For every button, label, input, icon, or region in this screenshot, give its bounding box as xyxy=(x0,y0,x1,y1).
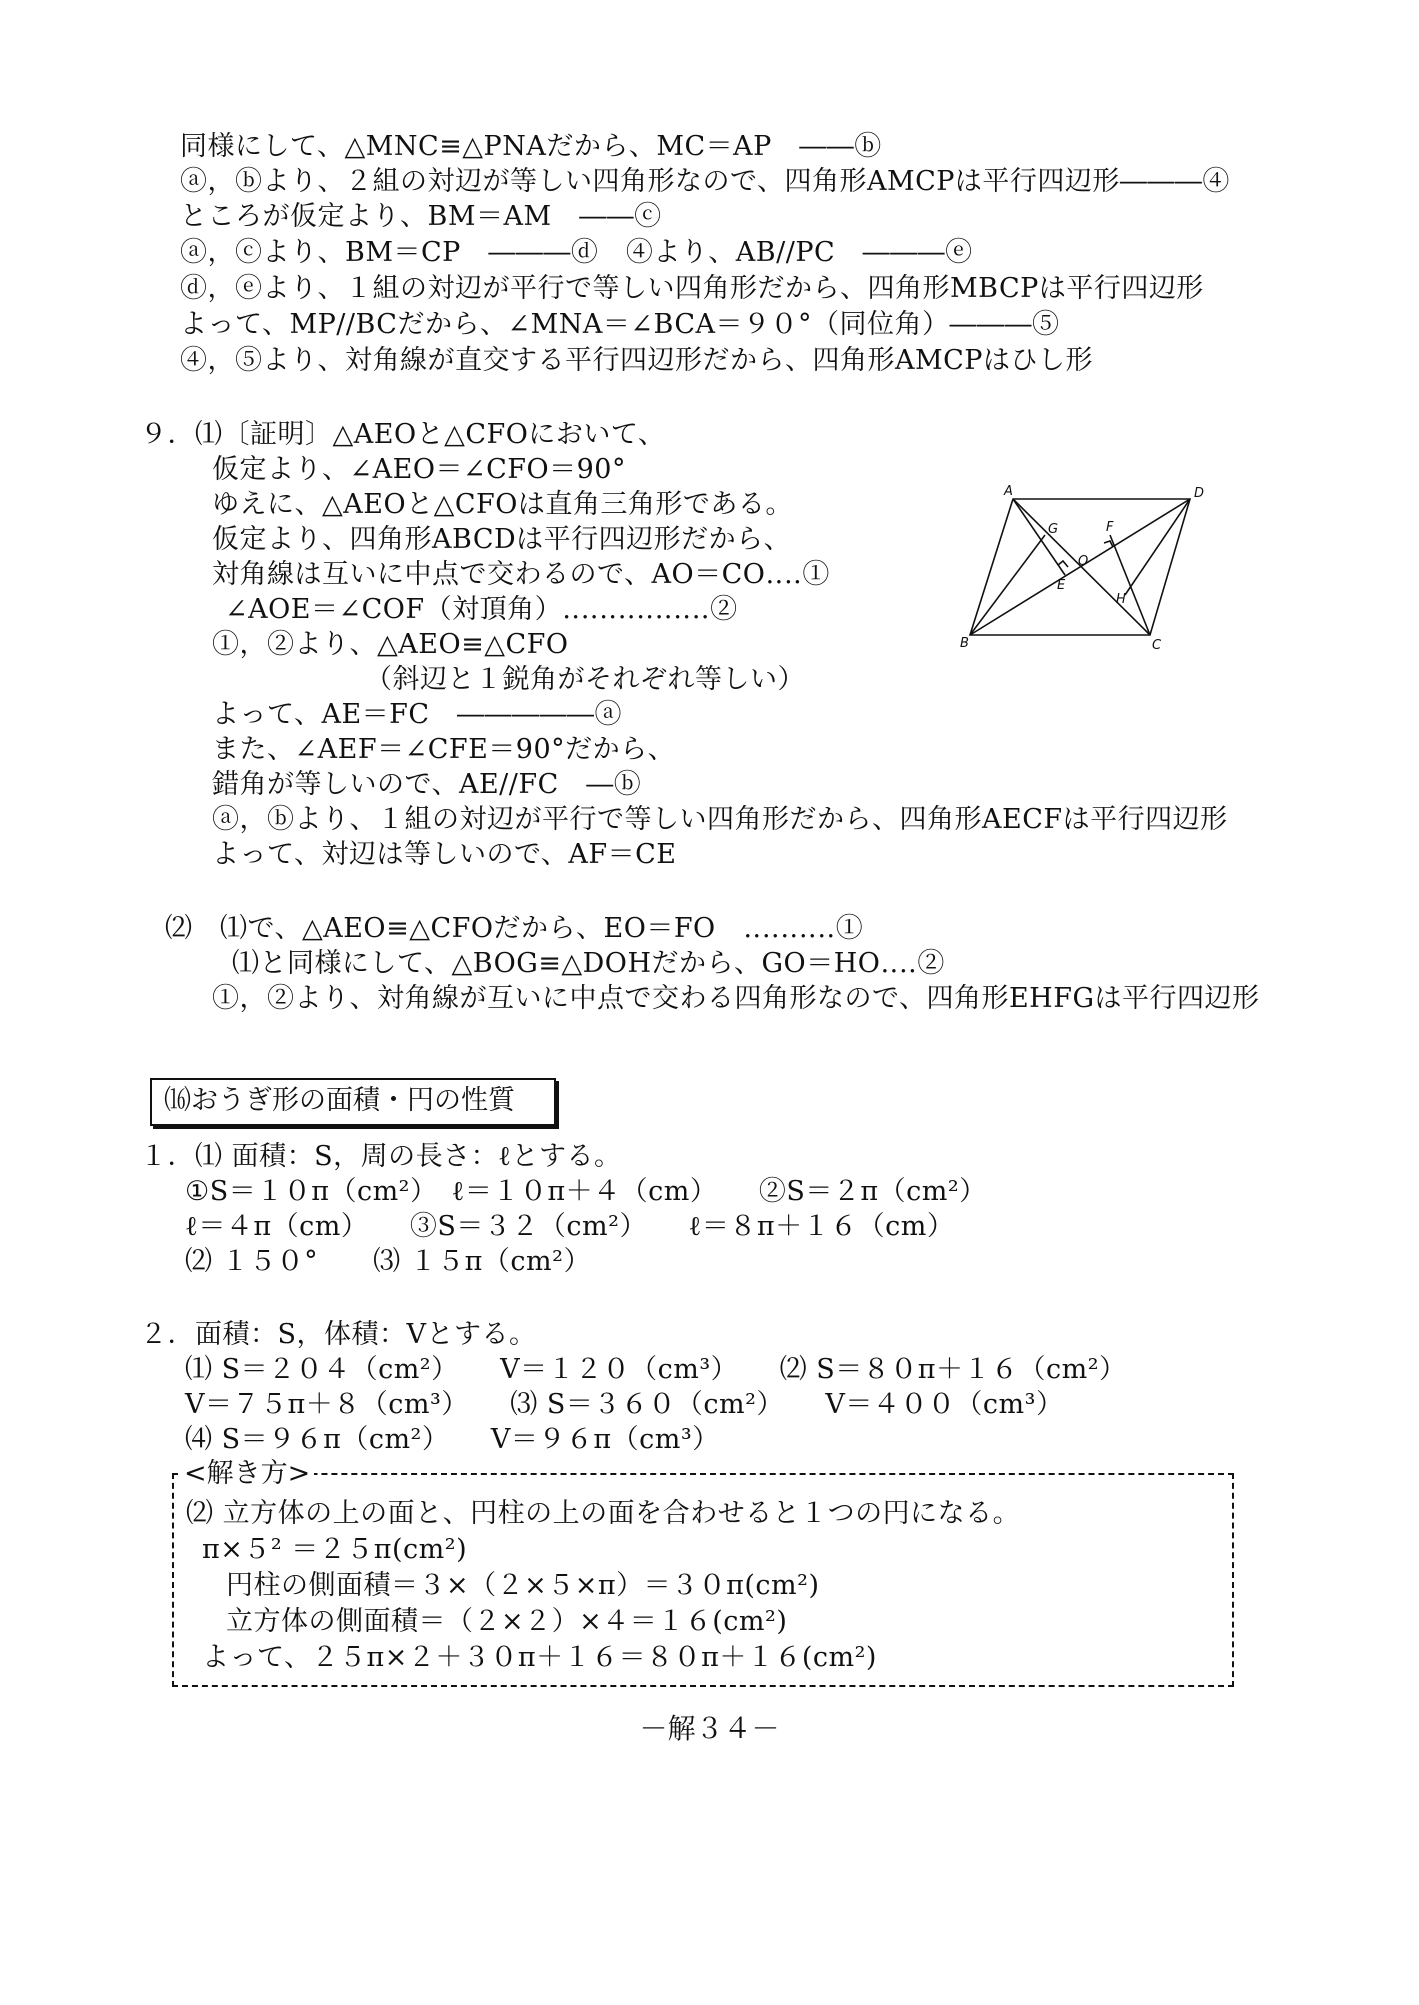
text-line: ⑴と同様にして、△BOG≡△DOHだから、GO＝HO‥‥② xyxy=(232,948,945,979)
figure-perpendicular-ae xyxy=(1013,499,1065,575)
figure-label-d: D xyxy=(1194,486,1205,501)
figure-perpendicular-bg xyxy=(970,535,1045,635)
text-line: 同様にして、△MNC≡△PNAだから、MC＝AP ――ⓑ xyxy=(180,131,882,162)
text-line: よって、MP//BCだから、∠MNA＝∠BCA＝９０°（同位角）―――⑤ xyxy=(180,309,1060,340)
text-line: ところが仮定より、BM＝AM ――ⓒ xyxy=(180,201,662,232)
text-line: 対角線は互いに中点で交わるので、AO＝CO‥‥① xyxy=(212,559,830,590)
text-line: ⓐ，ⓑより、２組の対辺が等しい四角形なので、四角形AMCPは平行四辺形―――④ xyxy=(180,166,1230,197)
page-number: －解３４－ xyxy=(639,1712,780,1745)
figure-label-f: F xyxy=(1106,520,1114,535)
text-line: ⓓ，ⓔより、１組の対辺が平行で等しい四角形だから、四角形MBCPは平行四辺形 xyxy=(180,273,1204,304)
text-line: ℓ＝４π（cm） ③S＝３２（cm²） ℓ＝８π＋１６（cm） xyxy=(185,1211,955,1242)
text-line: よって、２５π×２＋３０π＋１６＝８０π＋１６(cm²) xyxy=(202,1642,877,1673)
text-line: また、∠AEF＝∠CFE＝90°だから、 xyxy=(212,734,676,765)
section-heading: ⒃おうぎ形の面積・円の性質 xyxy=(164,1085,515,1116)
parallelogram-figure xyxy=(960,485,1220,660)
figure-right-angle-mark xyxy=(1104,541,1113,547)
solution-label: <解き方> xyxy=(180,1457,314,1491)
text-line: ⑵ 立方体の上の面と、円柱の上の面を合わせると１つの円になる。 xyxy=(186,1498,1021,1529)
figure-label-b: B xyxy=(960,636,969,651)
figure-label-o: O xyxy=(1078,554,1089,569)
text-line: 錯角が等しいので、AE//FC ―ⓑ xyxy=(212,769,642,800)
section-heading-box xyxy=(150,1078,556,1126)
text-line: ⑷ S＝９６π（cm²） V＝９６π（cm³） xyxy=(185,1424,720,1455)
text-line: （斜辺と１鋭角がそれぞれ等しい） xyxy=(365,664,805,695)
text-line: 仮定より、四角形ABCDは平行四辺形だから、 xyxy=(212,524,792,555)
text-line: ９．⑴〔証明〕△AEOと△CFOにおいて、 xyxy=(140,419,666,450)
text-line: ２．面積：S，体積：Vとする。 xyxy=(140,1319,537,1350)
text-line: ⑴ S＝２０４（cm²） V＝１２０（cm³） ⑵ S＝８０π＋１６（cm²） xyxy=(185,1354,1127,1385)
text-line: 仮定より、∠AEO＝∠CFO＝90° xyxy=(212,454,626,485)
text-line: ⑵ ⑴で、△AEO≡△CFOだから、EO＝FO ‥‥‥‥‥① xyxy=(165,913,864,944)
figure-label-g: G xyxy=(1048,522,1059,537)
text-line: よって、対辺は等しいので、AF＝CE xyxy=(212,839,677,870)
text-line: ⑵ １５０° ⑶ １５π（cm²） xyxy=(185,1246,591,1277)
figure-label-h: H xyxy=(1116,592,1126,607)
text-line: ⓐ，ⓑより、１組の対辺が平行で等しい四角形だから、四角形AECFは平行四辺形 xyxy=(212,804,1228,835)
text-line: ⓐ，ⓒより、BM＝CP ―――ⓓ ④より、AB//PC ―――ⓔ xyxy=(180,237,973,268)
text-line: ①，②より、△AEO≡△CFO xyxy=(212,629,569,660)
text-line: ①，②より、対角線が互いに中点で交わる四角形なので、四角形EHFGは平行四辺形 xyxy=(212,983,1260,1014)
text-line: ゆえに、△AEOと△CFOは直角三角形である。 xyxy=(212,489,793,520)
text-line: ④，⑤より、対角線が直交する平行四辺形だから、四角形AMCPはひし形 xyxy=(180,345,1093,376)
figure-label-a: A xyxy=(1004,485,1013,499)
text-line: V＝７５π＋８（cm³） ⑶ S＝３６０（cm²） V＝４００（cm³） xyxy=(185,1389,1064,1420)
text-line: 立方体の側面積＝（２×２）×４＝１６(cm²) xyxy=(226,1606,788,1637)
solution-box xyxy=(172,1458,1234,1687)
text-line: １．⑴ 面積：S，周の長さ：ℓとする。 xyxy=(140,1141,622,1172)
text-line: 円柱の側面積＝３×（２×５×π）＝３０π(cm²) xyxy=(226,1570,820,1601)
text-line: よって、AE＝FC ―――――ⓐ xyxy=(212,699,623,730)
text-line: ①S＝１０π（cm²） ℓ＝１０π＋４（cm） ②S＝２π（cm²） xyxy=(185,1176,987,1207)
figure-label-e: E xyxy=(1057,578,1066,593)
figure-label-c: C xyxy=(1152,638,1162,653)
text-line: ∠AOE＝∠COF（対頂角）‥‥‥‥‥‥‥‥② xyxy=(225,594,738,625)
figure-perpendicular-dh xyxy=(1125,499,1190,595)
text-line: π×５² ＝２５π(cm²) xyxy=(202,1534,468,1565)
figure-perpendicular-cf xyxy=(1110,535,1150,635)
